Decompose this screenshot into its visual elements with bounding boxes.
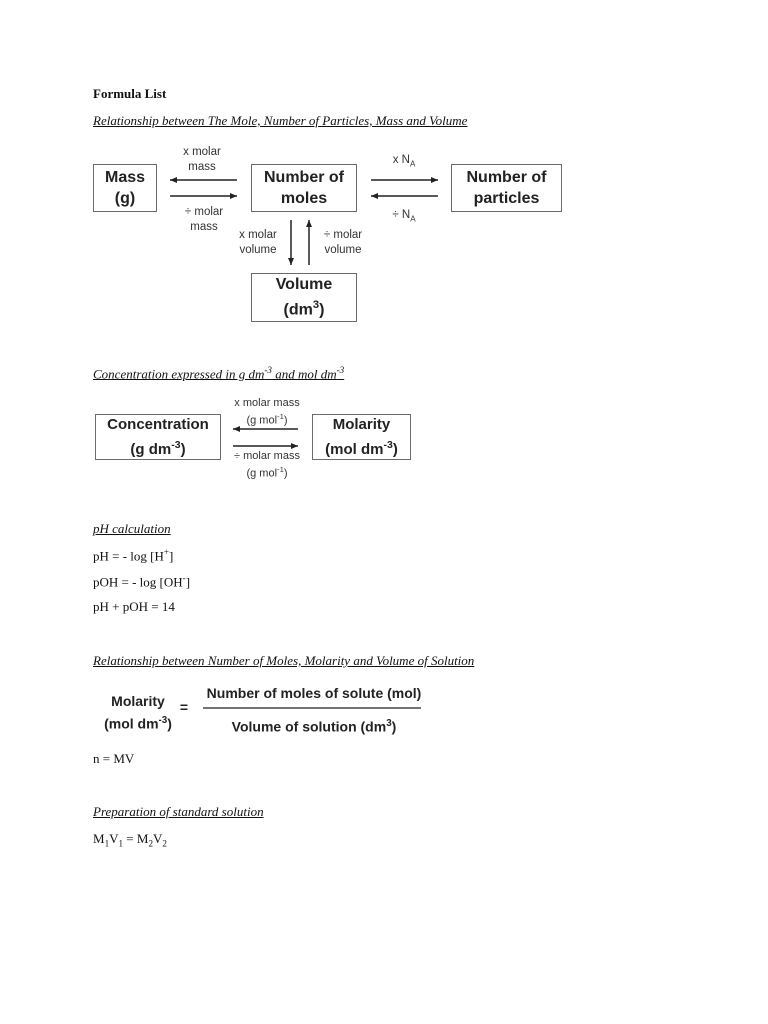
page-title: Formula List bbox=[93, 86, 167, 101]
x-molar-volume-label: x molar volume bbox=[239, 229, 277, 256]
section-heading-ph: pH calculation bbox=[93, 521, 171, 536]
divide-molar-mass-label: ÷ molar mass bbox=[184, 206, 224, 233]
ph-poh-sum-formula: pH + pOH = 14 bbox=[93, 599, 175, 614]
x-molar-mass-label: x molar mass bbox=[183, 146, 221, 173]
section-heading-standard-solution: Preparation of standard solution bbox=[93, 804, 264, 819]
poh-formula: pOH = - log [OH-] bbox=[93, 573, 191, 590]
molarity-box: Molarity (mol $dm^{-3}$) bbox=[312, 414, 411, 460]
section-heading-molarity: Relationship between Number of Moles, Molarity and Volume of Solution bbox=[93, 653, 475, 668]
molarity-lhs: Molarity (mol $dm^{-3}$) bbox=[104, 693, 172, 732]
divide-avogadro-label: ÷ $N_A$ bbox=[392, 209, 416, 224]
divide-molar-volume-label: ÷ molar volume bbox=[323, 229, 363, 256]
number-of-particles-box: Number of particles bbox=[451, 164, 562, 212]
section-heading-mole-relationships: Relationship between The Mole, Number of Particles, Mass and Volume bbox=[93, 113, 468, 128]
number-of-moles-box: Number of moles bbox=[251, 164, 357, 212]
mass-box: Mass (g) bbox=[93, 164, 157, 212]
x-avogadro-label: x $N_A$ bbox=[392, 154, 416, 169]
denominator: Volume of solution $(dm^3)$ bbox=[231, 718, 397, 735]
n-equals-mv-formula: n = MV bbox=[93, 751, 135, 766]
dilution-formula: $M_1V_1 = M_2V_2$ bbox=[93, 831, 167, 849]
section-heading-concentration: Concentration expressed in g $dm^{-3}$ and mol $dm^{-3}$ bbox=[93, 365, 345, 382]
volume-box: Volume $(dm^3)$ bbox=[251, 273, 357, 322]
concentration-box: Concentration (g $dm^{-3}$) bbox=[95, 414, 221, 460]
ph-formula: pH = - log [H+] bbox=[93, 547, 174, 564]
numerator: Number of moles of solute (mol) bbox=[206, 685, 422, 701]
x-molar-mass-label-2: x molar mass (g mol$^{-1}$) bbox=[234, 397, 300, 427]
divide-molar-mass-label-2: ÷ molar mass (g mol$^{-1}$) bbox=[234, 450, 300, 480]
equals-sign: = bbox=[179, 699, 189, 715]
